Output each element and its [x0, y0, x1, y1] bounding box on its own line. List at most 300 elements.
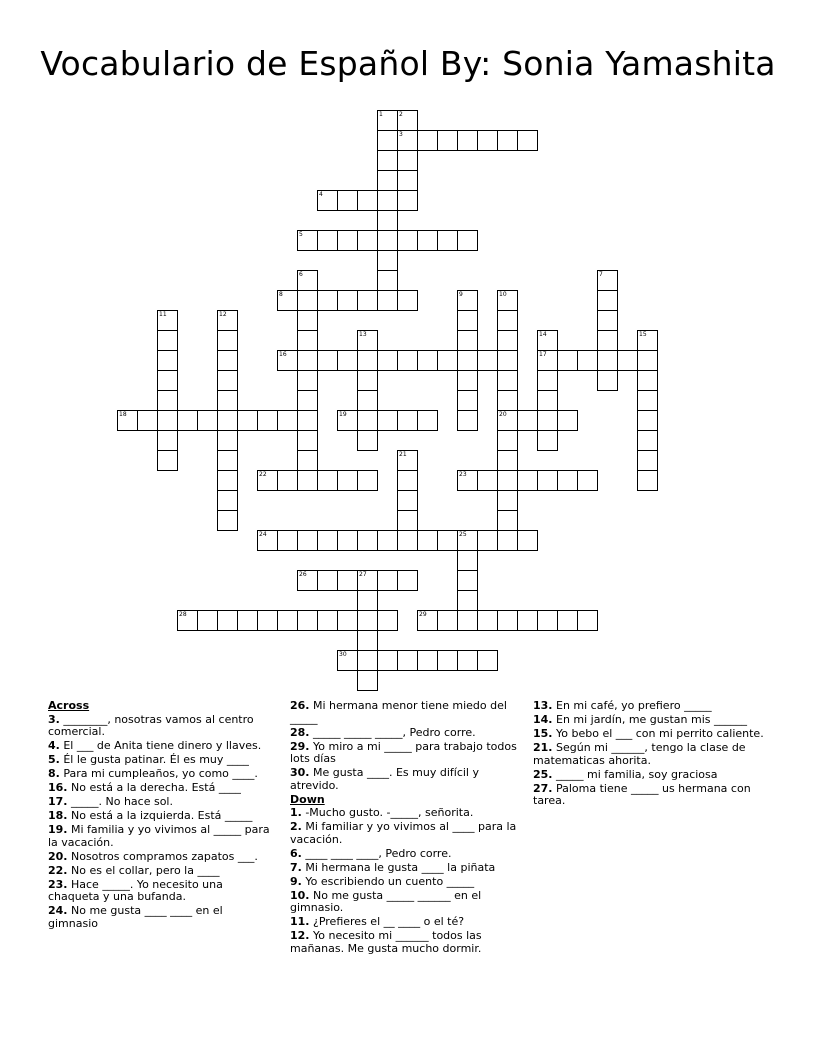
clue-item — [290, 890, 522, 915]
clue-item — [290, 930, 522, 955]
grid-cell[interactable] — [357, 290, 378, 311]
grid-cell[interactable] — [537, 370, 558, 391]
grid-cell[interactable] — [557, 410, 578, 431]
grid-cell[interactable] — [557, 610, 578, 631]
grid-cell[interactable] — [377, 570, 398, 591]
grid-cell[interactable] — [297, 470, 318, 491]
clue-item-number: 10. — [290, 888, 310, 902]
grid-cell[interactable] — [457, 590, 478, 611]
clue-item-number: 18. — [48, 809, 68, 822]
grid-cell[interactable] — [157, 370, 178, 391]
clue-item-text: En mi jardín, me gustan mis ______ — [552, 713, 747, 726]
grid-cell[interactable] — [357, 350, 378, 371]
clue-item — [533, 742, 765, 767]
grid-cell[interactable] — [217, 490, 238, 511]
clue-number: 30 — [339, 651, 347, 658]
clue-item-number: 7. — [290, 860, 302, 874]
grid-cell[interactable] — [357, 610, 378, 631]
grid-cell[interactable] — [577, 610, 598, 631]
grid-cell[interactable] — [417, 610, 438, 631]
grid-cell[interactable] — [217, 350, 238, 371]
grid-cell[interactable] — [397, 290, 418, 311]
grid-cell[interactable] — [597, 370, 618, 391]
clue-item-number: 3. — [48, 712, 60, 726]
down-heading: Down — [290, 792, 325, 806]
clue-item — [290, 700, 522, 725]
grid-cell[interactable] — [297, 370, 318, 391]
grid-cell[interactable] — [437, 610, 458, 631]
grid-cell[interactable] — [297, 330, 318, 351]
clue-number: 25 — [459, 531, 467, 538]
clues-column-2 — [290, 700, 522, 957]
grid-cell[interactable] — [377, 230, 398, 251]
grid-cell[interactable] — [457, 330, 478, 351]
grid-cell[interactable] — [457, 610, 478, 631]
grid-cell[interactable] — [397, 230, 418, 251]
grid-cell[interactable] — [617, 350, 638, 371]
grid-cell[interactable] — [317, 610, 338, 631]
grid-cell[interactable] — [537, 330, 558, 351]
grid-cell[interactable] — [217, 610, 238, 631]
grid-cell[interactable] — [157, 330, 178, 351]
grid-cell[interactable] — [217, 450, 238, 471]
clue-number: 4 — [319, 191, 323, 198]
grid-cell[interactable] — [577, 470, 598, 491]
grid-cell[interactable] — [457, 410, 478, 431]
clue-item — [48, 796, 270, 809]
grid-cell[interactable] — [417, 130, 438, 151]
grid-cell[interactable] — [257, 530, 278, 551]
grid-cell[interactable] — [397, 190, 418, 211]
grid-cell[interactable] — [437, 230, 458, 251]
grid-cell[interactable] — [297, 230, 318, 251]
clue-item-number: 26. — [290, 699, 310, 712]
clue-item-text: Según mi ______, tengo la clase de matematicas ahorita. — [533, 741, 746, 767]
grid-cell[interactable] — [437, 130, 458, 151]
grid-cell[interactable] — [237, 610, 258, 631]
grid-cell[interactable] — [457, 390, 478, 411]
grid-cell[interactable] — [457, 350, 478, 371]
grid-cell[interactable] — [377, 210, 398, 231]
grid-cell[interactable] — [397, 350, 418, 371]
grid-cell[interactable] — [377, 650, 398, 671]
grid-cell[interactable] — [457, 290, 478, 311]
grid-cell[interactable] — [537, 390, 558, 411]
clue-item-number: 21. — [533, 741, 553, 754]
grid-cell[interactable] — [297, 350, 318, 371]
clue-number: 8 — [279, 291, 283, 298]
grid-cell[interactable] — [357, 370, 378, 391]
grid-cell[interactable] — [357, 530, 378, 551]
clue-item — [533, 728, 765, 741]
grid-cell[interactable] — [277, 410, 298, 431]
clue-item — [48, 768, 270, 781]
grid-cell[interactable] — [157, 430, 178, 451]
grid-cell[interactable] — [497, 610, 518, 631]
grid-cell[interactable] — [497, 290, 518, 311]
grid-cell[interactable] — [337, 350, 358, 371]
grid-cell[interactable] — [297, 450, 318, 471]
grid-cell[interactable] — [557, 350, 578, 371]
grid-cell[interactable] — [377, 110, 398, 131]
clue-number: 26 — [299, 571, 307, 578]
grid-cell[interactable] — [397, 470, 418, 491]
grid-cell[interactable] — [457, 570, 478, 591]
grid-cell[interactable] — [457, 650, 478, 671]
clue-item-number: 28. — [290, 725, 310, 739]
grid-cell[interactable] — [277, 530, 298, 551]
grid-cell[interactable] — [197, 610, 218, 631]
grid-cell[interactable] — [337, 530, 358, 551]
grid-cell[interactable] — [397, 450, 418, 471]
grid-cell[interactable] — [217, 410, 238, 431]
grid-cell[interactable] — [497, 490, 518, 511]
grid-cell[interactable] — [237, 410, 258, 431]
clue-number: 16 — [279, 351, 287, 358]
clue-item — [533, 783, 765, 808]
grid-cell[interactable] — [397, 150, 418, 171]
grid-cell[interactable] — [157, 450, 178, 471]
clue-item-number: 20. — [48, 849, 68, 863]
grid-cell[interactable] — [357, 390, 378, 411]
grid-cell[interactable] — [377, 270, 398, 291]
grid-cell[interactable] — [377, 150, 398, 171]
clue-item-text: ________, nosotras vamos al centro comercial. — [48, 712, 254, 738]
grid-cell[interactable] — [417, 530, 438, 551]
grid-cell[interactable] — [317, 470, 338, 491]
grid-cell[interactable] — [437, 530, 458, 551]
clue-number: 12 — [219, 311, 227, 318]
clue-item-text: ¿Prefieres el __ ____ o el té? — [309, 915, 465, 928]
grid-cell[interactable] — [357, 590, 378, 611]
grid-cell[interactable] — [397, 170, 418, 191]
grid-cell[interactable] — [357, 330, 378, 351]
across-heading: Across — [48, 699, 90, 712]
grid-cell[interactable] — [337, 610, 358, 631]
grid-cell[interactable] — [537, 610, 558, 631]
clue-item-text: Yo necesito mi ______ todos las mañanas. Me gusta mucho dormir. — [290, 929, 482, 955]
grid-cell[interactable] — [157, 350, 178, 371]
clue-item-number: 4. — [48, 739, 60, 752]
grid-cell[interactable] — [457, 470, 478, 491]
grid-cell[interactable] — [337, 290, 358, 311]
grid-cell[interactable] — [357, 230, 378, 251]
grid-cell[interactable] — [297, 570, 318, 591]
grid-cell[interactable] — [117, 410, 138, 431]
grid-cell[interactable] — [337, 410, 358, 431]
clue-item-text: Él le gusta patinar. Él es muy ____ — [59, 753, 249, 766]
grid-cell[interactable] — [357, 570, 378, 591]
grid-cell[interactable] — [477, 530, 498, 551]
clue-item-text: Yo bebo el ___ con mi perrito caliente. — [552, 727, 764, 740]
grid-cell[interactable] — [537, 470, 558, 491]
grid-cell[interactable] — [217, 330, 238, 351]
grid-cell[interactable] — [637, 330, 658, 351]
clue-item-text: Yo escribiendo un cuento _____ — [301, 874, 475, 888]
grid-cell[interactable] — [457, 310, 478, 331]
grid-cell[interactable] — [317, 230, 338, 251]
grid-cell[interactable] — [297, 270, 318, 291]
grid-cell[interactable] — [177, 410, 198, 431]
grid-cell[interactable] — [477, 350, 498, 371]
clue-item — [48, 714, 270, 739]
clue-item-text: Mi familia y yo vivimos al _____ para la vacación. — [48, 823, 270, 849]
grid-cell[interactable] — [597, 270, 618, 291]
clue-item-text: -Mucho gusto. -_____, señorita. — [301, 806, 474, 819]
clue-number: 3 — [399, 131, 403, 138]
grid-cell[interactable] — [377, 130, 398, 151]
clue-item — [290, 848, 522, 861]
grid-cell[interactable] — [357, 410, 378, 431]
grid-cell[interactable] — [497, 130, 518, 151]
clue-item-text: Mi familiar y yo vivimos al ____ para la vacación. — [290, 820, 517, 846]
clue-number: 22 — [259, 471, 267, 478]
grid-cell[interactable] — [497, 390, 518, 411]
clues-column-1 — [48, 700, 270, 932]
grid-cell[interactable] — [597, 330, 618, 351]
grid-cell[interactable] — [277, 290, 298, 311]
clue-number: 11 — [159, 311, 167, 318]
grid-cell[interactable] — [397, 650, 418, 671]
grid-cell[interactable] — [597, 310, 618, 331]
clue-number: 19 — [339, 411, 347, 418]
grid-cell[interactable] — [277, 350, 298, 371]
grid-cell[interactable] — [397, 490, 418, 511]
clue-item-text: Paloma tiene _____ us hermana con tarea. — [533, 781, 751, 807]
grid-cell[interactable] — [377, 290, 398, 311]
clue-item — [48, 879, 270, 904]
clue-item-number: 11. — [290, 915, 310, 928]
grid-cell[interactable] — [257, 470, 278, 491]
clue-item-number: 25. — [533, 767, 553, 781]
grid-cell[interactable] — [137, 410, 158, 431]
grid-cell[interactable] — [357, 190, 378, 211]
grid-cell[interactable] — [417, 650, 438, 671]
grid-cell[interactable] — [377, 190, 398, 211]
grid-cell[interactable] — [417, 230, 438, 251]
clue-number: 27 — [359, 571, 367, 578]
clue-number: 2 — [399, 111, 403, 118]
grid-cell[interactable] — [457, 370, 478, 391]
grid-cell[interactable] — [377, 410, 398, 431]
grid-cell[interactable] — [337, 470, 358, 491]
clue-item-text: Hace _____. Yo necesito una chaqueta y una bufanda. — [48, 877, 223, 903]
clue-item — [48, 865, 270, 878]
grid-cell[interactable] — [417, 410, 438, 431]
grid-cell[interactable] — [397, 530, 418, 551]
clue-item-number: 5. — [48, 753, 60, 766]
page-title: Vocabulario de Español By: Sonia Yamashita — [40, 44, 776, 83]
across-clue-list-continued — [290, 700, 522, 792]
grid-cell[interactable] — [557, 470, 578, 491]
grid-cell[interactable] — [217, 510, 238, 531]
clue-item-number: 6. — [290, 846, 302, 860]
grid-cell[interactable] — [637, 350, 658, 371]
clue-item — [48, 851, 270, 864]
clue-item — [290, 916, 522, 929]
grid-cell[interactable] — [297, 410, 318, 431]
grid-cell[interactable] — [397, 110, 418, 131]
grid-cell[interactable] — [357, 670, 378, 691]
clue-number: 24 — [259, 531, 267, 538]
grid-cell[interactable] — [357, 630, 378, 651]
grid-cell[interactable] — [517, 130, 538, 151]
grid-cell[interactable] — [177, 610, 198, 631]
grid-cell[interactable] — [337, 230, 358, 251]
grid-cell[interactable] — [637, 470, 658, 491]
grid-cell[interactable] — [497, 430, 518, 451]
grid-cell[interactable] — [277, 610, 298, 631]
grid-cell[interactable] — [597, 290, 618, 311]
grid-cell[interactable] — [477, 470, 498, 491]
clue-number: 1 — [379, 111, 383, 118]
grid-cell[interactable] — [577, 350, 598, 371]
grid-cell[interactable] — [317, 290, 338, 311]
grid-cell[interactable] — [357, 430, 378, 451]
grid-cell[interactable] — [417, 350, 438, 371]
across-clue-list — [48, 714, 270, 931]
grid-cell[interactable] — [517, 470, 538, 491]
grid-cell[interactable] — [317, 350, 338, 371]
grid-cell[interactable] — [337, 570, 358, 591]
grid-cell[interactable] — [477, 130, 498, 151]
grid-cell[interactable] — [497, 450, 518, 471]
grid-cell[interactable] — [517, 530, 538, 551]
clue-item-text: Me gusta ____. Es muy difícil y atrevido. — [290, 766, 479, 792]
grid-cell[interactable] — [497, 310, 518, 331]
grid-cell[interactable] — [297, 310, 318, 331]
grid-cell[interactable] — [477, 610, 498, 631]
grid-cell[interactable] — [257, 410, 278, 431]
clue-item-number: 29. — [290, 739, 310, 753]
clue-item-number: 27. — [533, 781, 553, 795]
down-clue-list — [290, 807, 522, 955]
clue-item-number: 14. — [533, 713, 553, 726]
grid-cell[interactable] — [377, 530, 398, 551]
clue-number: 17 — [539, 351, 547, 358]
clue-item — [290, 727, 522, 740]
clue-item — [290, 821, 522, 846]
grid-cell[interactable] — [317, 570, 338, 591]
grid-cell[interactable] — [217, 310, 238, 331]
clue-item-text: No me gusta _____ ______ en el gimnasio. — [290, 888, 482, 914]
grid-cell[interactable] — [397, 130, 418, 151]
grid-cell[interactable] — [517, 610, 538, 631]
grid-cell[interactable] — [517, 410, 538, 431]
clue-item-text: _____ _____ _____, Pedro corre. — [309, 725, 476, 739]
grid-cell[interactable] — [297, 430, 318, 451]
grid-cell[interactable] — [337, 190, 358, 211]
grid-cell[interactable] — [597, 350, 618, 371]
clue-item-number: 15. — [533, 727, 553, 740]
grid-cell[interactable] — [297, 530, 318, 551]
grid-cell[interactable] — [437, 350, 458, 371]
grid-cell[interactable] — [357, 470, 378, 491]
clue-item-text: No me gusta ____ ____ en el gimnasio — [48, 904, 223, 930]
grid-cell[interactable] — [457, 550, 478, 571]
clue-number: 6 — [299, 271, 303, 278]
grid-cell[interactable] — [297, 390, 318, 411]
grid-cell[interactable] — [297, 610, 318, 631]
grid-cell[interactable] — [257, 610, 278, 631]
grid-cell[interactable] — [217, 470, 238, 491]
grid-cell[interactable] — [497, 470, 518, 491]
grid-cell[interactable] — [537, 430, 558, 451]
grid-cell[interactable] — [397, 510, 418, 531]
down-clue-list-continued — [533, 700, 765, 808]
grid-cell[interactable] — [637, 410, 658, 431]
clue-number: 10 — [499, 291, 507, 298]
grid-cell[interactable] — [157, 310, 178, 331]
clue-item-text: No está a la derecha. Está ____ — [67, 781, 241, 794]
grid-cell[interactable] — [217, 390, 238, 411]
grid-cell[interactable] — [197, 410, 218, 431]
grid-cell[interactable] — [217, 430, 238, 451]
grid-cell[interactable] — [317, 530, 338, 551]
grid-cell[interactable] — [537, 350, 558, 371]
grid-cell[interactable] — [157, 410, 178, 431]
grid-cell[interactable] — [357, 650, 378, 671]
clue-item-text: No está a la izquierda. Está _____ — [67, 809, 253, 822]
clue-item-text: En mi café, yo prefiero _____ — [552, 699, 712, 712]
grid-cell[interactable] — [497, 510, 518, 531]
grid-cell[interactable] — [277, 470, 298, 491]
grid-cell[interactable] — [637, 430, 658, 451]
grid-cell[interactable] — [217, 370, 238, 391]
grid-cell[interactable] — [397, 410, 418, 431]
clue-item-number: 9. — [290, 874, 302, 888]
clue-item-text: Nosotros compramos zapatos ___. — [67, 849, 258, 863]
clue-item — [48, 754, 270, 767]
clue-item-text: Mi hermana menor tiene miedo del _____ — [290, 699, 507, 725]
grid-cell[interactable] — [497, 410, 518, 431]
grid-cell[interactable] — [397, 570, 418, 591]
grid-cell[interactable] — [477, 650, 498, 671]
grid-cell[interactable] — [457, 230, 478, 251]
clue-number: 13 — [359, 331, 367, 338]
clue-number: 21 — [399, 451, 407, 458]
clue-number: 7 — [599, 271, 603, 278]
grid-cell[interactable] — [377, 250, 398, 271]
grid-cell[interactable] — [337, 650, 358, 671]
clue-item — [48, 810, 270, 823]
grid-cell[interactable] — [637, 450, 658, 471]
clue-item — [290, 807, 522, 820]
grid-cell[interactable] — [497, 530, 518, 551]
grid-cell[interactable] — [437, 650, 458, 671]
grid-cell[interactable] — [377, 170, 398, 191]
grid-cell[interactable] — [377, 610, 398, 631]
grid-cell[interactable] — [537, 410, 558, 431]
grid-cell[interactable] — [497, 370, 518, 391]
grid-cell[interactable] — [377, 350, 398, 371]
grid-cell[interactable] — [297, 290, 318, 311]
grid-cell[interactable] — [497, 350, 518, 371]
clue-item — [533, 714, 765, 727]
grid-cell[interactable] — [637, 390, 658, 411]
grid-cell[interactable] — [457, 530, 478, 551]
grid-cell[interactable] — [637, 370, 658, 391]
clue-number: 29 — [419, 611, 427, 618]
grid-cell[interactable] — [497, 330, 518, 351]
clue-item — [290, 876, 522, 889]
grid-cell[interactable] — [157, 390, 178, 411]
clue-number: 18 — [119, 411, 127, 418]
grid-cell[interactable] — [317, 190, 338, 211]
clue-item-number: 24. — [48, 904, 68, 917]
clue-item-number: 2. — [290, 820, 302, 833]
grid-cell[interactable] — [457, 130, 478, 151]
